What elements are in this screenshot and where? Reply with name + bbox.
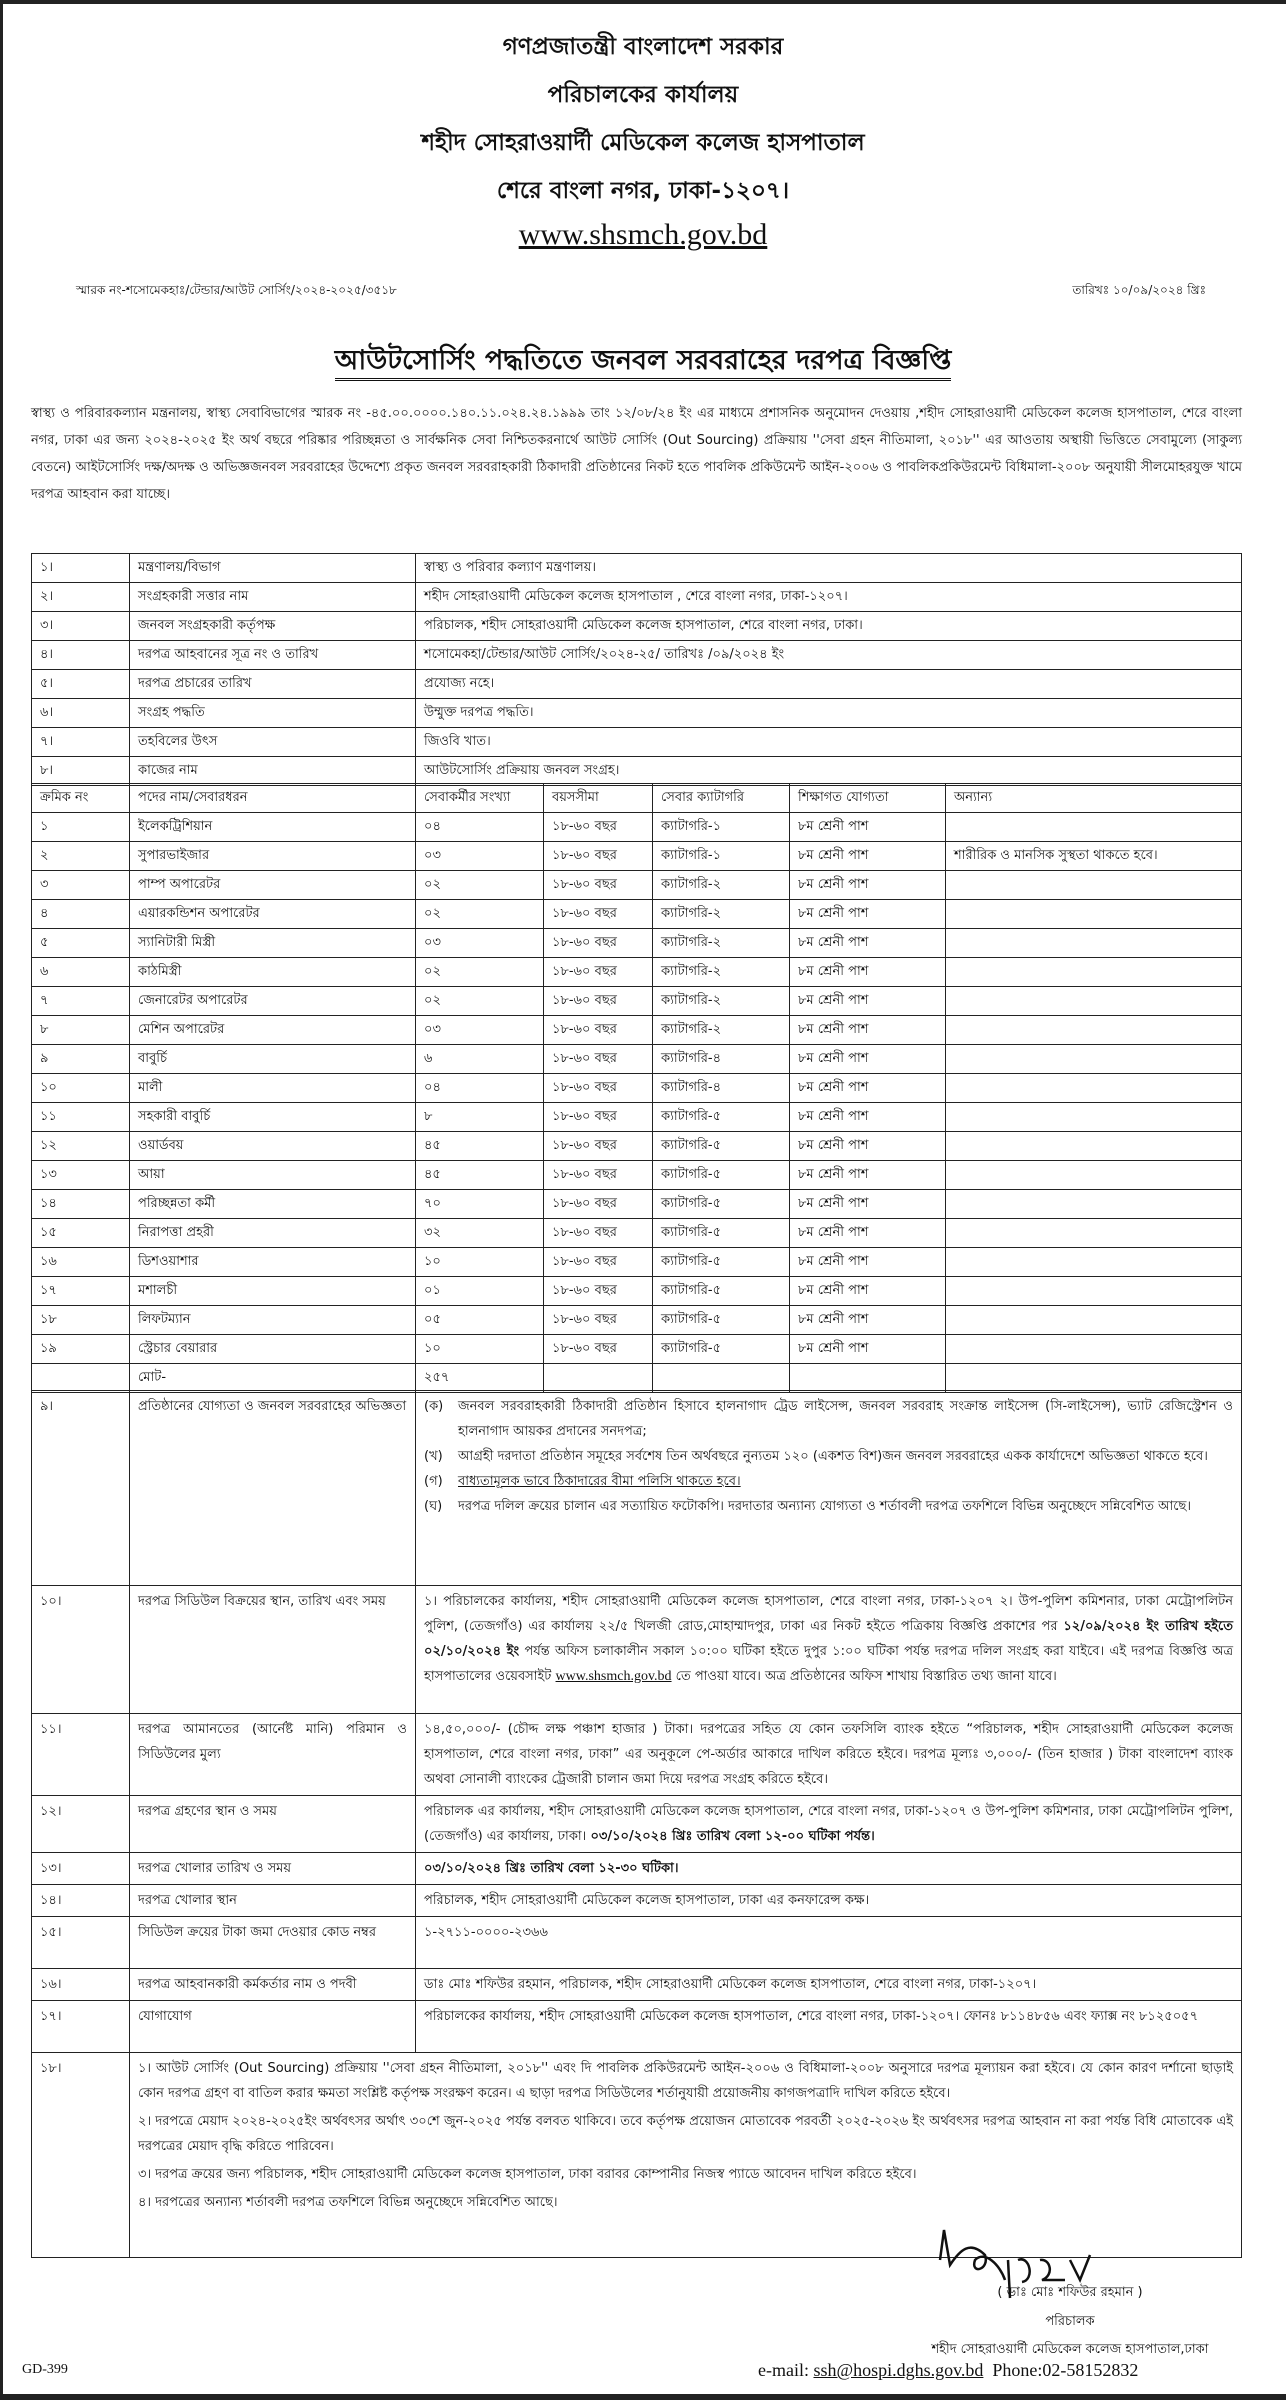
cell-age-limit: ১৮-৬০ বছর (544, 1335, 653, 1364)
deadline: ০৩/১০/২০২৪ খ্রিঃ তারিখ বেলা ১২-০০ ঘটিকা পর্যন্ত। (590, 1829, 875, 1844)
info-row (32, 554, 1242, 583)
cell-count: ০৪ (416, 813, 544, 842)
info-no: ৫। (32, 670, 130, 699)
cell-count: ০২ (416, 987, 544, 1016)
phone-number: Phone:02-58152832 (992, 2360, 1139, 2380)
column-header: সেবার ক্যাটাগরি (653, 784, 790, 813)
row-number: ১০। (32, 1586, 130, 1714)
condition-paragraph: ৪। দরপত্রের অন্যান্য শর্তাবলী দরপত্র তফশিলে বিভিন্ন অনুচ্ছেদে সন্নিবেশিত আছে। (138, 2195, 558, 2210)
terms-table (31, 1390, 1242, 2258)
cell-position: পাম্প অপারেটর (130, 871, 416, 900)
cell-age-limit: ১৮-৬০ বছর (544, 813, 653, 842)
info-label: সংগ্রহ পদ্ধতি (130, 699, 416, 728)
cell-count: ৬ (416, 1045, 544, 1074)
cell-education: ৮ম শ্রেনী পাশ (790, 1161, 946, 1190)
cell-category: ক্যাটাগরি-২ (653, 871, 790, 900)
condition-paragraph: ৩। দরপত্র ক্রয়ের জন্য পরিচালক, শহীদ সোহরাওয়ার্দী মেডিকেল কলেজ হাসপাতাল, ঢাকা বরাবর কোম্পানীর নিজস্ব প্যাডে আবেদন দাখিল করিতে হইবে। (138, 2167, 917, 2182)
row-value: ০৩/১০/২০২৪ খ্রিঃ তারিখ বেলা ১২-৩০ ঘটিকা। (416, 1853, 1242, 1885)
position-row (32, 1074, 1242, 1103)
cell-age-limit: ১৮-৬০ বছর (544, 1045, 653, 1074)
cell-education: ৮ম শ্রেনী পাশ (790, 842, 946, 871)
cell-category: ক্যাটাগরি-৫ (653, 1219, 790, 1248)
cell-education: ৮ম শ্রেনী পাশ (790, 958, 946, 987)
info-no: ৩। (32, 612, 130, 641)
column-header: অন্যান্য (946, 784, 1242, 813)
cell-other (946, 871, 1242, 900)
cell-position: লিফটম্যান (130, 1306, 416, 1335)
cell-age-limit: ১৮-৬০ বছর (544, 1132, 653, 1161)
cell-empty (946, 1364, 1242, 1393)
position-row (32, 871, 1242, 900)
row-number: ১৮। (32, 2053, 130, 2258)
item-marker: (গ) (424, 1474, 443, 1489)
document-code: GD-399 (22, 2362, 68, 2377)
text: পরিচালক এর কার্যালয়, শহীদ সোহরাওয়ার্দী মেডিকেল কলেজ হাসপাতাল, শেরে বাংলা নগর, ঢাকা-১২০৭ ও উপ-পুলিশ কমিশনার, ঢাকা মেট্রোপলিটন পুলিশ, (তেজগাঁও) এর কার্যালয়, ঢাকা। (424, 1804, 1233, 1844)
cell-serial: ১০ (32, 1074, 130, 1103)
cell-count: ৪৫ (416, 1161, 544, 1190)
cell-category: ক্যাটাগরি-৫ (653, 1248, 790, 1277)
cell-age-limit: ১৮-৬০ বছর (544, 1161, 653, 1190)
cell-position: ইলেকট্রিশিয়ান (130, 813, 416, 842)
info-value: শসোমেকহা/টেন্ডার/আউট সোর্সিং/২০২৪-২৫/ তারিখঃ /০৯/২০২৪ ইং (416, 641, 1242, 670)
terms-row-11 (32, 1714, 1242, 1796)
email-link[interactable]: ssh@hospi.dghs.gov.bd (813, 2360, 984, 2380)
cell-serial: ৯ (32, 1045, 130, 1074)
condition-paragraph: ২। দরপত্রে মেয়াদ ২০২৪-২০২৫ইং অর্থবৎসর অর্থাৎ ৩০শে জুন-২০২৫ পর্যন্ত বলবত থাকিবে। তবে কর্তৃপক্ষ প্রয়োজন মোতাবেক পরবর্তী ২০২৫-২০২৬ ইং অর্থবৎসর দরপত্র আহবান না করা পর্যন্ত বিধি মোতাবেক এই দরপত্রের মেয়াদ বৃদ্ধি করিতে পারিবেন। (138, 2114, 1233, 2154)
item-marker: (ক) (424, 1399, 444, 1414)
terms-row-10 (32, 1586, 1242, 1714)
row-label: দরপত্র সিডিউল বিক্রয়ের স্থান, তারিখ এবং সময় (130, 1586, 416, 1714)
cell-age-limit: ১৮-৬০ বছর (544, 1016, 653, 1045)
cell-other (946, 1248, 1242, 1277)
cell-category: ক্যাটাগরি-৫ (653, 1335, 790, 1364)
cell-other (946, 929, 1242, 958)
info-value: প্রযোজ্য নহে। (416, 670, 1242, 699)
qualification-item (424, 1394, 1233, 1444)
row-label: দরপত্র আমানতের (আর্নেষ্ট মানি) পরিমান ও সিডিউলের মুল্য (130, 1714, 416, 1796)
info-value: জিওবি খাত। (416, 728, 1242, 757)
item-text: দরপত্র দলিল ক্রয়ের চালান এর সত্যায়িত ফটোকপি। দরদাতার অন্যান্য যোগ্যতা ও শর্তাবলী দরপত্র তফশিলে বিভিন্ন অনুচ্ছেদে সন্নিবেশিত আছে। (458, 1499, 1192, 1514)
text: ১। পরিচালকের কার্যালয়, শহীদ সোহরাওয়ার্দী মেডিকেল কলেজ হাসপাতাল, শেরে বাংলা নগর, ঢাকা-১২০৭ ২। উপ-পুলিশ কমিশনার, ঢাকা মেট্রোপলিটন পুলিশ, (তেজগাঁও) এর কার্যালয় ২২/৫ খিলজী রোড,মোহাম্মাদপুর, ঢাকা এর নিকট হইতে পত্রিকায় বিজ্ঞপ্তি প্রকাশের পর (424, 1594, 1233, 1634)
cell-count: ৮ (416, 1103, 544, 1132)
terms-row-15 (32, 1917, 1242, 1969)
government-name: গণপ্রজাতন্ত্রী বাংলাদেশ সরকার (502, 34, 784, 60)
text: তে পাওয়া যাবে। অত্র প্রতিষ্ঠানের অফিস শাখায় বিস্তারিত তথ্য জানা যাবে। (671, 1669, 1057, 1684)
bold-dates: ১২/০৯/২০২৪ ইং তারিখ হইতে ০২/১০/২০২৪ ইং (424, 1619, 1233, 1659)
cell-other (946, 958, 1242, 987)
row-label: প্রতিষ্ঠানের যোগ্যতা ও জনবল সরবরাহের অভিজ্ঞতা (130, 1391, 416, 1586)
cell-category: ক্যাটাগরি-৪ (653, 1045, 790, 1074)
cell-education: ৮ম শ্রেনী পাশ (790, 813, 946, 842)
cell-age-limit: ১৮-৬০ বছর (544, 1103, 653, 1132)
info-row (32, 641, 1242, 670)
cell-position: সুপারভাইজার (130, 842, 416, 871)
position-row (32, 1045, 1242, 1074)
terms-row-17 (32, 2001, 1242, 2053)
page-border-bottom (0, 2394, 1286, 2400)
cell-position: ডিশওয়াশার (130, 1248, 416, 1277)
cell-count: ০২ (416, 900, 544, 929)
info-label: সংগ্রহকারী সত্তার নাম (130, 583, 416, 612)
cell-other (946, 1306, 1242, 1335)
column-header: পদের নাম/সেবারধরন (130, 784, 416, 813)
position-row (32, 1016, 1242, 1045)
cell-position: আয়া (130, 1161, 416, 1190)
page-border-top (0, 0, 1286, 4)
cell-count: ০১ (416, 1277, 544, 1306)
info-table (31, 553, 1242, 786)
position-row (32, 1103, 1242, 1132)
info-label: কাজের নাম (130, 757, 416, 786)
row-label: দরপত্র খোলার স্থান (130, 1885, 416, 1917)
row-number: ১১। (32, 1714, 130, 1796)
cell-count: ৪৫ (416, 1132, 544, 1161)
memo-number: স্মারক নং-শসোমেকহাঃ/টেন্ডার/আউট সোর্সিং/২০২৪-২০২৫/৩৫১৮ (76, 283, 397, 297)
cell-empty (32, 1364, 130, 1393)
info-no: ৪। (32, 641, 130, 670)
website-heading (0, 218, 1286, 252)
row-number: ৯। (32, 1391, 130, 1586)
cell-other (946, 1074, 1242, 1103)
notice-title-text: আউটসোর্সিং পদ্ধতিতে জনবল সরবরাহের দরপত্র বিজ্ঞপ্তি (335, 345, 952, 381)
position-row (32, 1306, 1242, 1335)
cell-category: ক্যাটাগরি-২ (653, 987, 790, 1016)
cell-serial: ১১ (32, 1103, 130, 1132)
cell-age-limit: ১৮-৬০ বছর (544, 1074, 653, 1103)
cell-serial: ১৮ (32, 1306, 130, 1335)
cell-serial: ৫ (32, 929, 130, 958)
cell-education: ৮ম শ্রেনী পাশ (790, 1074, 946, 1103)
terms-row-9 (32, 1391, 1242, 1586)
info-row (32, 670, 1242, 699)
cell-education: ৮ম শ্রেনী পাশ (790, 1045, 946, 1074)
positions-header-row (32, 784, 1242, 813)
cell-count: ০৩ (416, 1016, 544, 1045)
position-row (32, 987, 1242, 1016)
column-header: ক্রমিক নং (32, 784, 130, 813)
cell-position: স্ট্রেচার বেয়ারার (130, 1335, 416, 1364)
cell-other (946, 1190, 1242, 1219)
contact-line (758, 2360, 1138, 2381)
condition-paragraph: ১। আউট সোর্সিং (Out Sourcing) প্রক্রিয়ায় ''সেবা গ্রহন নীতিমালা, ২০১৮'' এবং দি পাবলিক প্রকিউরমেন্ট আইন-২০০৬ ও বিধিমালা-২০০৮ অনুসারে দরপত্র মূল্যায়ন করা হইবে। যে কোন কারণ দর্শানো ছাড়াই কোন দরপত্র গ্রহণ বা বাতিল করার ক্ষমতা সংশ্লিষ্ট কর্তৃপক্ষ সংরক্ষণ করেন। এ ছাড়া দরপত্র সিডিউলের শর্তানুযায়ী প্রয়োজনীয় কাগজপত্রাদি দাখিল করিতে হইবে। (138, 2061, 1233, 2101)
row-number: ১২। (32, 1796, 130, 1853)
terms-row-16 (32, 1969, 1242, 2001)
cell-position: সহকারী বাবুর্চি (130, 1103, 416, 1132)
cell-category: ক্যাটাগরি-৫ (653, 1103, 790, 1132)
cell-other (946, 987, 1242, 1016)
item-marker: (খ) (424, 1449, 443, 1464)
qualification-item (424, 1444, 1233, 1469)
cell-serial: ৩ (32, 871, 130, 900)
info-no: ১। (32, 554, 130, 583)
cell-count: ০৪ (416, 1074, 544, 1103)
row-label: সিডিউল ক্রয়ের টাকা জমা দেওয়ার কোড নম্বর (130, 1917, 416, 1969)
cell-other (946, 900, 1242, 929)
cell-serial: ২ (32, 842, 130, 871)
cell-empty (653, 1364, 790, 1393)
position-row (32, 1248, 1242, 1277)
cell-count: ১০ (416, 1248, 544, 1277)
cell-education: ৮ম শ্রেনী পাশ (790, 1277, 946, 1306)
row-label: দরপত্র গ্রহণের স্থান ও সময় (130, 1796, 416, 1853)
cell-empty (790, 1364, 946, 1393)
cell-education: ৮ম শ্রেনী পাশ (790, 1306, 946, 1335)
row-number: ১৭। (32, 2001, 130, 2053)
positions-table (31, 783, 1242, 1393)
cell-position: স্যানিটারী মিস্ত্রী (130, 929, 416, 958)
cell-count: ০৩ (416, 842, 544, 871)
cell-empty (544, 1364, 653, 1393)
cell-position: মেশিন অপারেটর (130, 1016, 416, 1045)
info-row (32, 612, 1242, 641)
total-value: ২৫৭ (416, 1364, 544, 1393)
cell-position: মালী (130, 1074, 416, 1103)
row-label: দরপত্র আহবানকারী কর্মকর্তার নাম ও পদবী (130, 1969, 416, 2001)
cell-other (946, 1132, 1242, 1161)
item-text: জনবল সরবরাহকারী ঠিকাদারী প্রতিষ্ঠান হিসাবে হালনাগাদ ট্রেড লাইসেন্স, জনবল সরবরাহ সংক্রান্ত লাইসেন্স (সি-লাইসেন্স), ভ্যাট রেজিস্ট্রেশন ও হালনাগাদ আয়কর প্রদানের সনদপত্র; (458, 1399, 1233, 1439)
info-no: ৮। (32, 757, 130, 786)
column-header: শিক্ষাগত যোগ্যতা (790, 784, 946, 813)
cell-category: ক্যাটাগরি-১ (653, 813, 790, 842)
terms-row-14 (32, 1885, 1242, 1917)
cell-other: শারীরিক ও মানসিক সুস্থতা থাকতে হবে। (946, 842, 1242, 871)
item-marker: (ঘ) (424, 1499, 443, 1514)
cell-category: ক্যাটাগরি-২ (653, 958, 790, 987)
position-row (32, 929, 1242, 958)
cell-education: ৮ম শ্রেনী পাশ (790, 1190, 946, 1219)
cell-education: ৮ম শ্রেনী পাশ (790, 900, 946, 929)
positions-total-row (32, 1364, 1242, 1393)
column-header: সেবাকর্মীর সংখ্যা (416, 784, 544, 813)
info-value: স্বাস্থ্য ও পরিবার কল্যাণ মন্ত্রণালয়। (416, 554, 1242, 583)
cell-age-limit: ১৮-৬০ বছর (544, 1277, 653, 1306)
cell-serial: ১৯ (32, 1335, 130, 1364)
cell-serial: ৬ (32, 958, 130, 987)
cell-category: ক্যাটাগরি-৪ (653, 1074, 790, 1103)
cell-category: ক্যাটাগরি-৫ (653, 1161, 790, 1190)
info-label: দরপত্র আহবানের সূত্র নং ও তারিখ (130, 641, 416, 670)
cell-category: ক্যাটাগরি-৫ (653, 1277, 790, 1306)
cell-serial: ১৭ (32, 1277, 130, 1306)
row-value (416, 1391, 1242, 1586)
info-value: আউটসোর্সিং প্রক্রিয়ায় জনবল সংগ্রহ। (416, 757, 1242, 786)
cell-serial: ১ (32, 813, 130, 842)
hospital-name: শহীদ সোহরাওয়ার্দী মেডিকেল কলেজ হাসপাতাল (421, 130, 865, 156)
hospital-address: শেরে বাংলা নগর, ঢাকা-১২০৭। (496, 178, 790, 204)
cell-serial: ১৪ (32, 1190, 130, 1219)
cell-position: ওয়ার্ডবয় (130, 1132, 416, 1161)
info-row (32, 728, 1242, 757)
position-row (32, 1335, 1242, 1364)
cell-count: ০৫ (416, 1306, 544, 1335)
cell-age-limit: ১৮-৬০ বছর (544, 900, 653, 929)
cell-count: ০২ (416, 871, 544, 900)
cell-age-limit: ১৮-৬০ বছর (544, 987, 653, 1016)
qualification-item (424, 1494, 1233, 1519)
cell-other (946, 1161, 1242, 1190)
cell-serial: ৮ (32, 1016, 130, 1045)
cell-age-limit: ১৮-৬০ বছর (544, 842, 653, 871)
cell-category: ক্যাটাগরি-৫ (653, 1132, 790, 1161)
signer-office: শহীদ সোহরাওয়ার্দী মেডিকেল কলেজ হাসপাতাল,ঢাকা (931, 2342, 1209, 2357)
position-row (32, 900, 1242, 929)
terms-row-13 (32, 1853, 1242, 1885)
cell-count: ৭০ (416, 1190, 544, 1219)
cell-age-limit: ১৮-৬০ বছর (544, 1190, 653, 1219)
cell-education: ৮ম শ্রেনী পাশ (790, 1335, 946, 1364)
row-number: ১৬। (32, 1969, 130, 2001)
item-text: আগ্রহী দরদাতা প্রতিষ্ঠান সমূহের সর্বশেষ তিন অর্থবছরে নুন্যতম ১২০ (একশত বিশ)জন জনবল সরবরাহের একক কার্যাদেশে অভিজ্ঞতা থাকতে হবে। (458, 1449, 1208, 1464)
cell-category: ক্যাটাগরি-২ (653, 900, 790, 929)
info-no: ৭। (32, 728, 130, 757)
cell-age-limit: ১৮-৬০ বছর (544, 958, 653, 987)
info-value: শহীদ সোহরাওয়ার্দী মেডিকেল কলেজ হাসপাতাল , শেরে বাংলা নগর, ঢাকা-১২০৭। (416, 583, 1242, 612)
position-row (32, 1277, 1242, 1306)
row-number: ১৫। (32, 1917, 130, 1969)
cell-other (946, 1277, 1242, 1306)
info-row (32, 583, 1242, 612)
cell-category: ক্যাটাগরি-১ (653, 842, 790, 871)
cell-serial: ১৫ (32, 1219, 130, 1248)
cell-education: ৮ম শ্রেনী পাশ (790, 1016, 946, 1045)
cell-position: জেনারেটর অপারেটর (130, 987, 416, 1016)
cell-category: ক্যাটাগরি-৫ (653, 1190, 790, 1219)
cell-age-limit: ১৮-৬০ বছর (544, 1219, 653, 1248)
cell-count: ০৩ (416, 929, 544, 958)
cell-category: ক্যাটাগরি-২ (653, 929, 790, 958)
cell-serial: ৪ (32, 900, 130, 929)
position-row (32, 1219, 1242, 1248)
info-row (32, 757, 1242, 786)
row-label: যোগাযোগ (130, 2001, 416, 2053)
cell-other (946, 813, 1242, 842)
column-header: বয়সসীমা (544, 784, 653, 813)
email-label: e-mail: (758, 2360, 814, 2380)
cell-position: বাবুর্চি (130, 1045, 416, 1074)
cell-position: এয়ারকন্ডিশন অপারেটর (130, 900, 416, 929)
position-row (32, 813, 1242, 842)
notice-title (0, 340, 1286, 385)
cell-age-limit: ১৮-৬০ বছর (544, 1306, 653, 1335)
cell-position: পরিচ্ছন্নতা কর্মী (130, 1190, 416, 1219)
position-row (32, 1190, 1242, 1219)
row-value: ডাঃ মোঃ শফিউর রহমান, পরিচালক, শহীদ সোহরাওয়ার্দী মেডিকেল কলেজ হাসপাতাল, শেরে বাংলা নগর, ঢাকা-১২০৭। (416, 1969, 1242, 2001)
total-label: মোট- (130, 1364, 416, 1393)
cell-serial: ৭ (32, 987, 130, 1016)
cell-education: ৮ম শ্রেনী পাশ (790, 987, 946, 1016)
row-value: ১-২৭১১-০০০০-২৩৬৬ (416, 1917, 1242, 1969)
row-value: পরিচালকের কার্যালয়, শহীদ সোহরাওয়ার্দী মেডিকেল কলেজ হাসপাতাল, শেরে বাংলা নগর, ঢাকা-১২০৭। ফোনঃ ৮১১৪৮৫৬ এবং ফ্যাক্স নং ৮১২৫০৫৭ (416, 2001, 1242, 2053)
cell-education: ৮ম শ্রেনী পাশ (790, 871, 946, 900)
position-row (32, 1161, 1242, 1190)
info-value: উম্মুক্ত দরপত্র পদ্ধতি। (416, 699, 1242, 728)
info-no: ৬। (32, 699, 130, 728)
cell-serial: ১৩ (32, 1161, 130, 1190)
cell-count: ১০ (416, 1335, 544, 1364)
cell-position: মশালচী (130, 1277, 416, 1306)
position-row (32, 1132, 1242, 1161)
cell-position: কাঠমিস্ত্রী (130, 958, 416, 987)
cell-education: ৮ম শ্রেনী পাশ (790, 1103, 946, 1132)
row-label: দরপত্র খোলার তারিখ ও সময় (130, 1853, 416, 1885)
cell-education: ৮ম শ্রেনী পাশ (790, 1132, 946, 1161)
cell-other (946, 1045, 1242, 1074)
intro-paragraph: স্বাস্থ্য ও পরিবারকল্যান মন্ত্রনালয়, স্বাস্থ্য সেবাবিভাগের স্মারক নং -৪৫.০০.০০০০.১৪০.১১.০২৪.২৪.১৯৯৯ তাং ১২/০৮/২৪ ইং এর মাধ্যমে প্রশাসনিক অনুমোদন দেওয়ায় ,শহীদ সোহরাওয়ার্দী মেডিকেল কলেজ হাসপাতাল, শেরে বাংলা নগর, ঢাকা এর জন্য ২০২৪-২০২৫ ইং অর্থ বছরে পরিষ্কার পরিচ্ছন্নতা ও সার্বক্ষনিক সেবা নিশ্চিতকরনার্থে আউট সোর্সিং (Out Sourcing) প্রক্রিয়ায় ''সেবা গ্রহন নীতিমালা, ২০১৮'' এর আওতায় অস্থায়ী ভিত্তিতে সেবামুল্যে (সাকুল্য বেতনে) আইটসোর্সিং দক্ষ/অদক্ষ ও অভিজ্ঞজনবল সরবরাহের উদ্দেশ্যে প্রকৃত জনবল সরবরাহকারী ঠিকাদারী প্রতিষ্ঠানের নিকট হতে পাবলিক প্রকিউমেন্ট আইন-২০০৬ ও পাবলিকপ্রকিউরমেন্ট বিধিমালা-২০০৮ অনুযায়ী সীলমোহরযুক্ত খামে দরপত্র আহবান করা যাচ্ছে। (31, 406, 1242, 502)
website-link[interactable]: www.shsmch.gov.bd (518, 218, 768, 251)
row-value: ১৪,৫০,০০০/- (চৌদ্দ লক্ষ পঞ্চাশ হাজার ) টাকা। দরপত্রের সহিত যে কোন তফসিলি ব্যাংক হইতে “পরিচালক, শহীদ সোহরাওয়ার্দী মেডিকেল কলেজ হাসপাতাল, শেরে বাংলা নগর, ঢাকা” এর অনুকূলে পে-অর্ডার আকারে দাখিল করিতে হইবে। দরপত্র মূল্যঃ ৩,০০০/- (তিন হাজার ) টাকা বাংলাদেশ ব্যাংক অথবা সোনালী ব্যাংকের ট্রেজারী চালান জমা দিয়ে দরপত্র সংগ্রহ করিতে হইবে। (416, 1714, 1242, 1796)
info-value: পরিচালক, শহীদ সোহরাওয়ার্দী মেডিকেল কলেজ হাসপাতাল, শেরে বাংলা নগর, ঢাকা। (416, 612, 1242, 641)
office-name: পরিচালকের কার্যালয় (547, 82, 739, 108)
cell-education: ৮ম শ্রেনী পাশ (790, 1219, 946, 1248)
row-number: ১৪। (32, 1885, 130, 1917)
cell-other (946, 1016, 1242, 1045)
row-value (416, 1796, 1242, 1853)
row-number: ১৩। (32, 1853, 130, 1885)
info-label: দরপত্র প্রচারের তারিখ (130, 670, 416, 699)
signer-name: ( ডাঃ মোঃ শফিউর রহমান ) (997, 2285, 1143, 2300)
cell-category: ক্যাটাগরি-২ (653, 1016, 790, 1045)
terms-row-12 (32, 1796, 1242, 1853)
info-label: মন্ত্রণালয়/বিভাগ (130, 554, 416, 583)
cell-other (946, 1219, 1242, 1248)
cell-age-limit: ১৮-৬০ বছর (544, 929, 653, 958)
qualification-item (424, 1469, 1233, 1494)
memo-date: তারিখঃ ১০/০৯/২০২৪ খ্রিঃ (1072, 283, 1206, 297)
cell-age-limit: ১৮-৬০ বছর (544, 1248, 653, 1277)
cell-other (946, 1335, 1242, 1364)
cell-position: নিরাপত্তা প্রহরী (130, 1219, 416, 1248)
website-link[interactable]: www.shsmch.gov.bd (555, 1669, 672, 1684)
cell-education: ৮ম শ্রেনী পাশ (790, 929, 946, 958)
row-value: পরিচালক, শহীদ সোহরাওয়ার্দী মেডিকেল কলেজ হাসপাতাল, ঢাকা এর কনফারেন্স কক্ষ। (416, 1885, 1242, 1917)
cell-other (946, 1103, 1242, 1132)
info-label: জনবল সংগ্রহকারী কর্তৃপক্ষ (130, 612, 416, 641)
position-row (32, 842, 1242, 871)
item-text: বাধ্যতামূলক ভাবে ঠিকাদারের বীমা পলিসি থাকতে হবে। (458, 1474, 741, 1489)
row-value (416, 1586, 1242, 1714)
cell-serial: ১২ (32, 1132, 130, 1161)
info-row (32, 699, 1242, 728)
cell-age-limit: ১৮-৬০ বছর (544, 871, 653, 900)
cell-serial: ১৬ (32, 1248, 130, 1277)
position-row (32, 958, 1242, 987)
info-label: তহবিলের উৎস (130, 728, 416, 757)
cell-count: ৩২ (416, 1219, 544, 1248)
cell-education: ৮ম শ্রেনী পাশ (790, 1248, 946, 1277)
cell-category: ক্যাটাগরি-৫ (653, 1306, 790, 1335)
info-no: ২। (32, 583, 130, 612)
text: পর্যন্ত অফিস চলাকালীন সকাল ১০:০০ ঘটিকা হইতে দুপুর ১:০০ ঘটিকা পর্যন্ত দরপত্র দলিল সংগ্রহ করা যাইবে। এই দরপত্র বিজ্ঞপ্তি অত্র হাসপাতালের ওয়েবসাইট (424, 1644, 1234, 1684)
signer-designation: পরিচালক (1045, 2314, 1095, 2329)
cell-count: ০২ (416, 958, 544, 987)
